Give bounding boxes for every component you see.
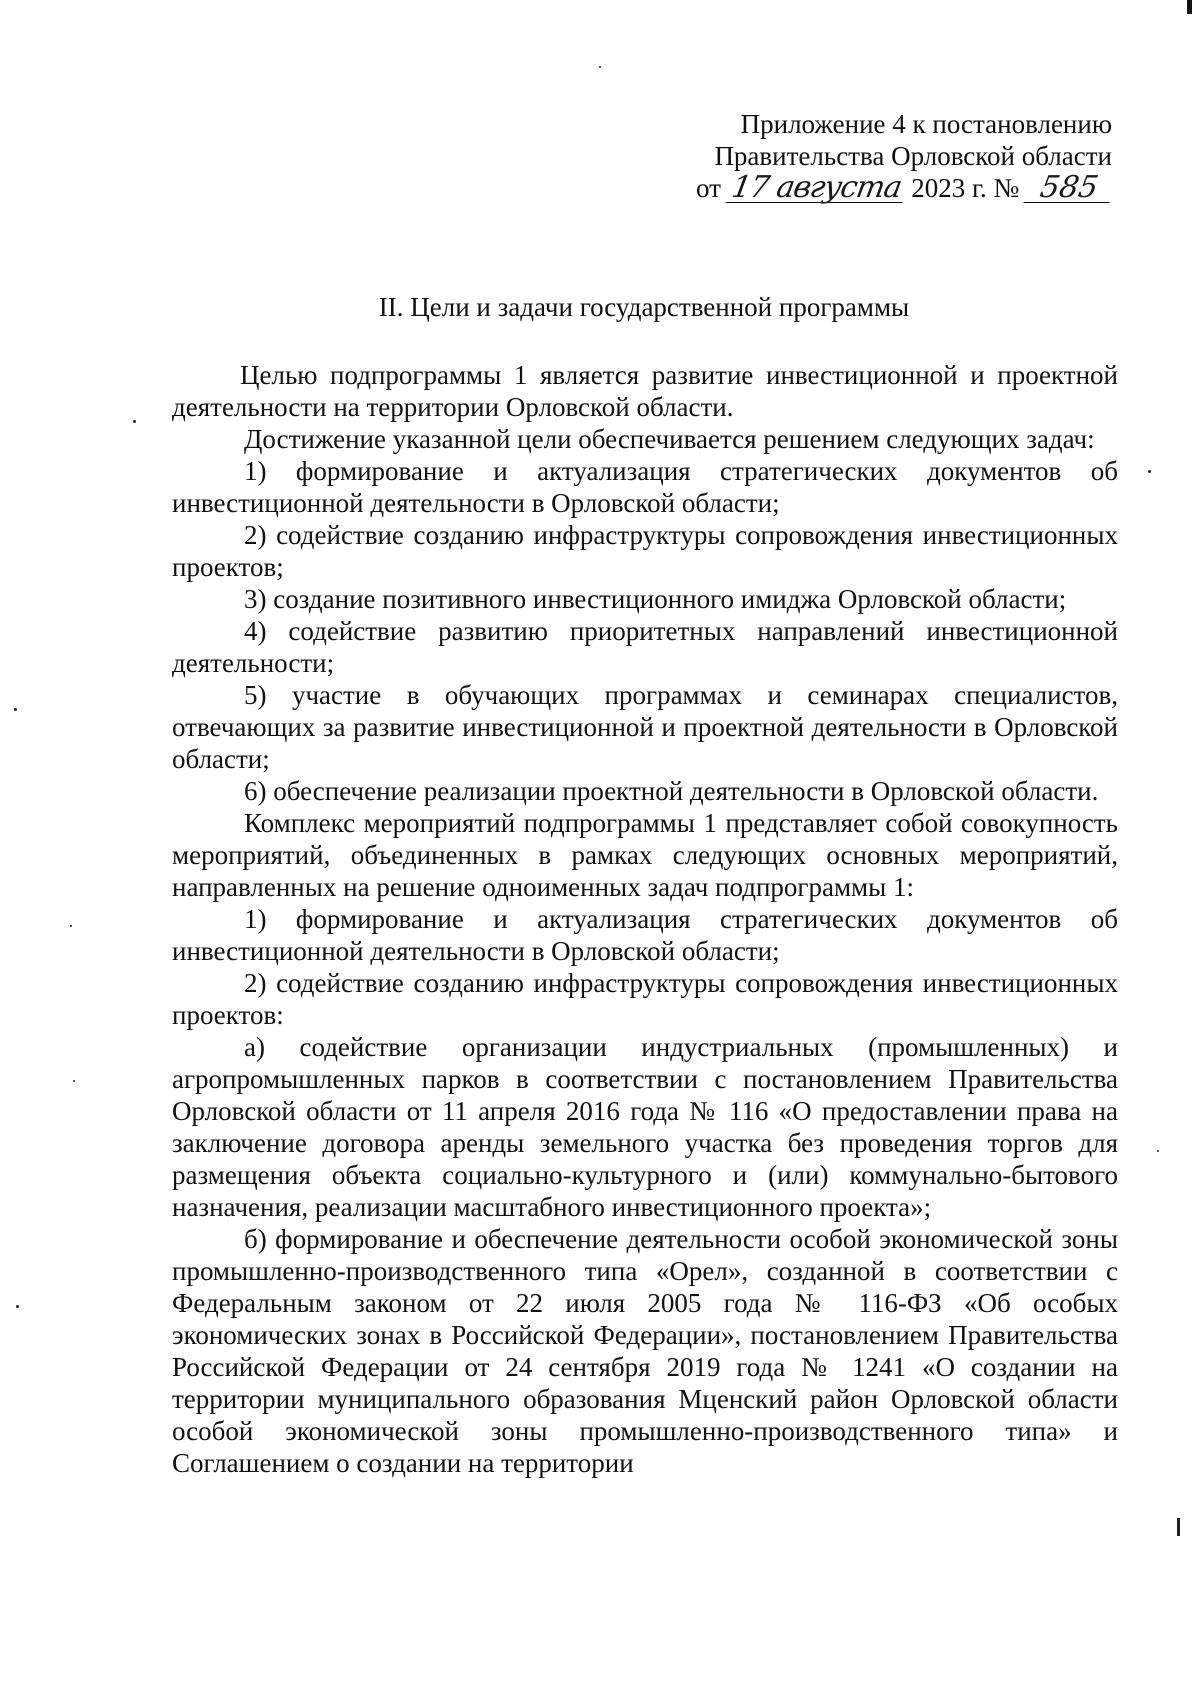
document-body — [172, 359, 1118, 1479]
sub-list-item: б) формирование и обеспечение деятельности особой экономической зоны промышленно-производственного типа «Орел», созданной в соответствии с Федеральным законом от 22 июля 2005 года № 116-ФЗ «Об особых экономических зонах в Российской Федерации», постановлением Правительства Российской Федерации от 24 сентября 2019 года № 1241 «О создании на территории муниципального образования Мценский район Орловской области особой экономической зоны промышленно-производственного типа» и Соглашением о создании на территории — [172, 1224, 1118, 1478]
section-title: II. Цели и задачи государственной программы — [378, 292, 910, 322]
list-item: 3) создание позитивного инвестиционного имиджа Орловской области; — [244, 584, 1067, 614]
scan-speck — [1148, 470, 1151, 473]
list-item: 1) формирование и актуализация стратегических документов об инвестиционной деятельности в Орловской области; — [172, 904, 1118, 966]
scan-speck — [16, 1305, 19, 1308]
scan-speck — [1157, 1150, 1159, 1152]
list-item: 2) содействие созданию инфраструктуры сопровождения инвестиционных проектов: — [172, 968, 1118, 1030]
paragraph: Целью подпрограммы 1 является развитие инвестиционной и проектной деятельности на территории Орловской области. — [172, 360, 1118, 422]
header-line-1: Приложение 4 к постановлению — [740, 109, 1112, 139]
scan-speck — [133, 420, 136, 423]
list-item: 1) формирование и актуализация стратегических документов об инвестиционной деятельности в Орловской области; — [172, 456, 1118, 518]
header-year: 2023 г. № — [911, 173, 1020, 203]
handwritten-number: 585 — [1023, 174, 1114, 203]
list-item: 4) содействие развитию приоритетных направлений инвестиционной деятельности; — [172, 616, 1118, 678]
sub-list-item: а) содействие организации индустриальных (промышленных) и агропромышленных парков в соответствии с постановлением Правительства Орловской области от 11 апреля 2016 года № 116 «О предоставлении права на заключение договора аренды земельного участка без проведения торгов для размещения объекта социально-культурного и (или) коммунально-бытового назначения, реализации масштабного инвестиционного проекта»; — [172, 1032, 1118, 1222]
scan-corner-mark — [1187, 0, 1192, 14]
scan-speck — [599, 66, 601, 68]
list-item: 2) содействие созданию инфраструктуры сопровождения инвестиционных проектов; — [172, 520, 1118, 582]
handwritten-date: 17 августа — [725, 174, 907, 203]
attachment-header — [592, 108, 1112, 204]
paragraph: Достижение указанной цели обеспечивается решением следующих задач: — [244, 424, 1095, 454]
paragraph: Комплекс мероприятий подпрограммы 1 представляет собой совокупность мероприятий, объединенных в рамках следующих основных мероприятий, направленных на решение одноименных задач подпрограммы 1: — [172, 808, 1118, 902]
header-prefix: от — [695, 173, 721, 203]
scan-mark — [1177, 1518, 1180, 1536]
list-item: 5) участие в обучающих программах и семинарах специалистов, отвечающих за развитие инвестиционной и проектной деятельности в Орловской области; — [172, 680, 1118, 774]
header-line-3 — [592, 172, 1112, 204]
header-line-2: Правительства Орловской области — [714, 141, 1112, 171]
list-item: 6) обеспечение реализации проектной деятельности в Орловской области. — [244, 776, 1099, 806]
scan-speck — [70, 925, 72, 927]
scan-speck — [14, 708, 17, 711]
scan-speck — [73, 1080, 75, 1082]
